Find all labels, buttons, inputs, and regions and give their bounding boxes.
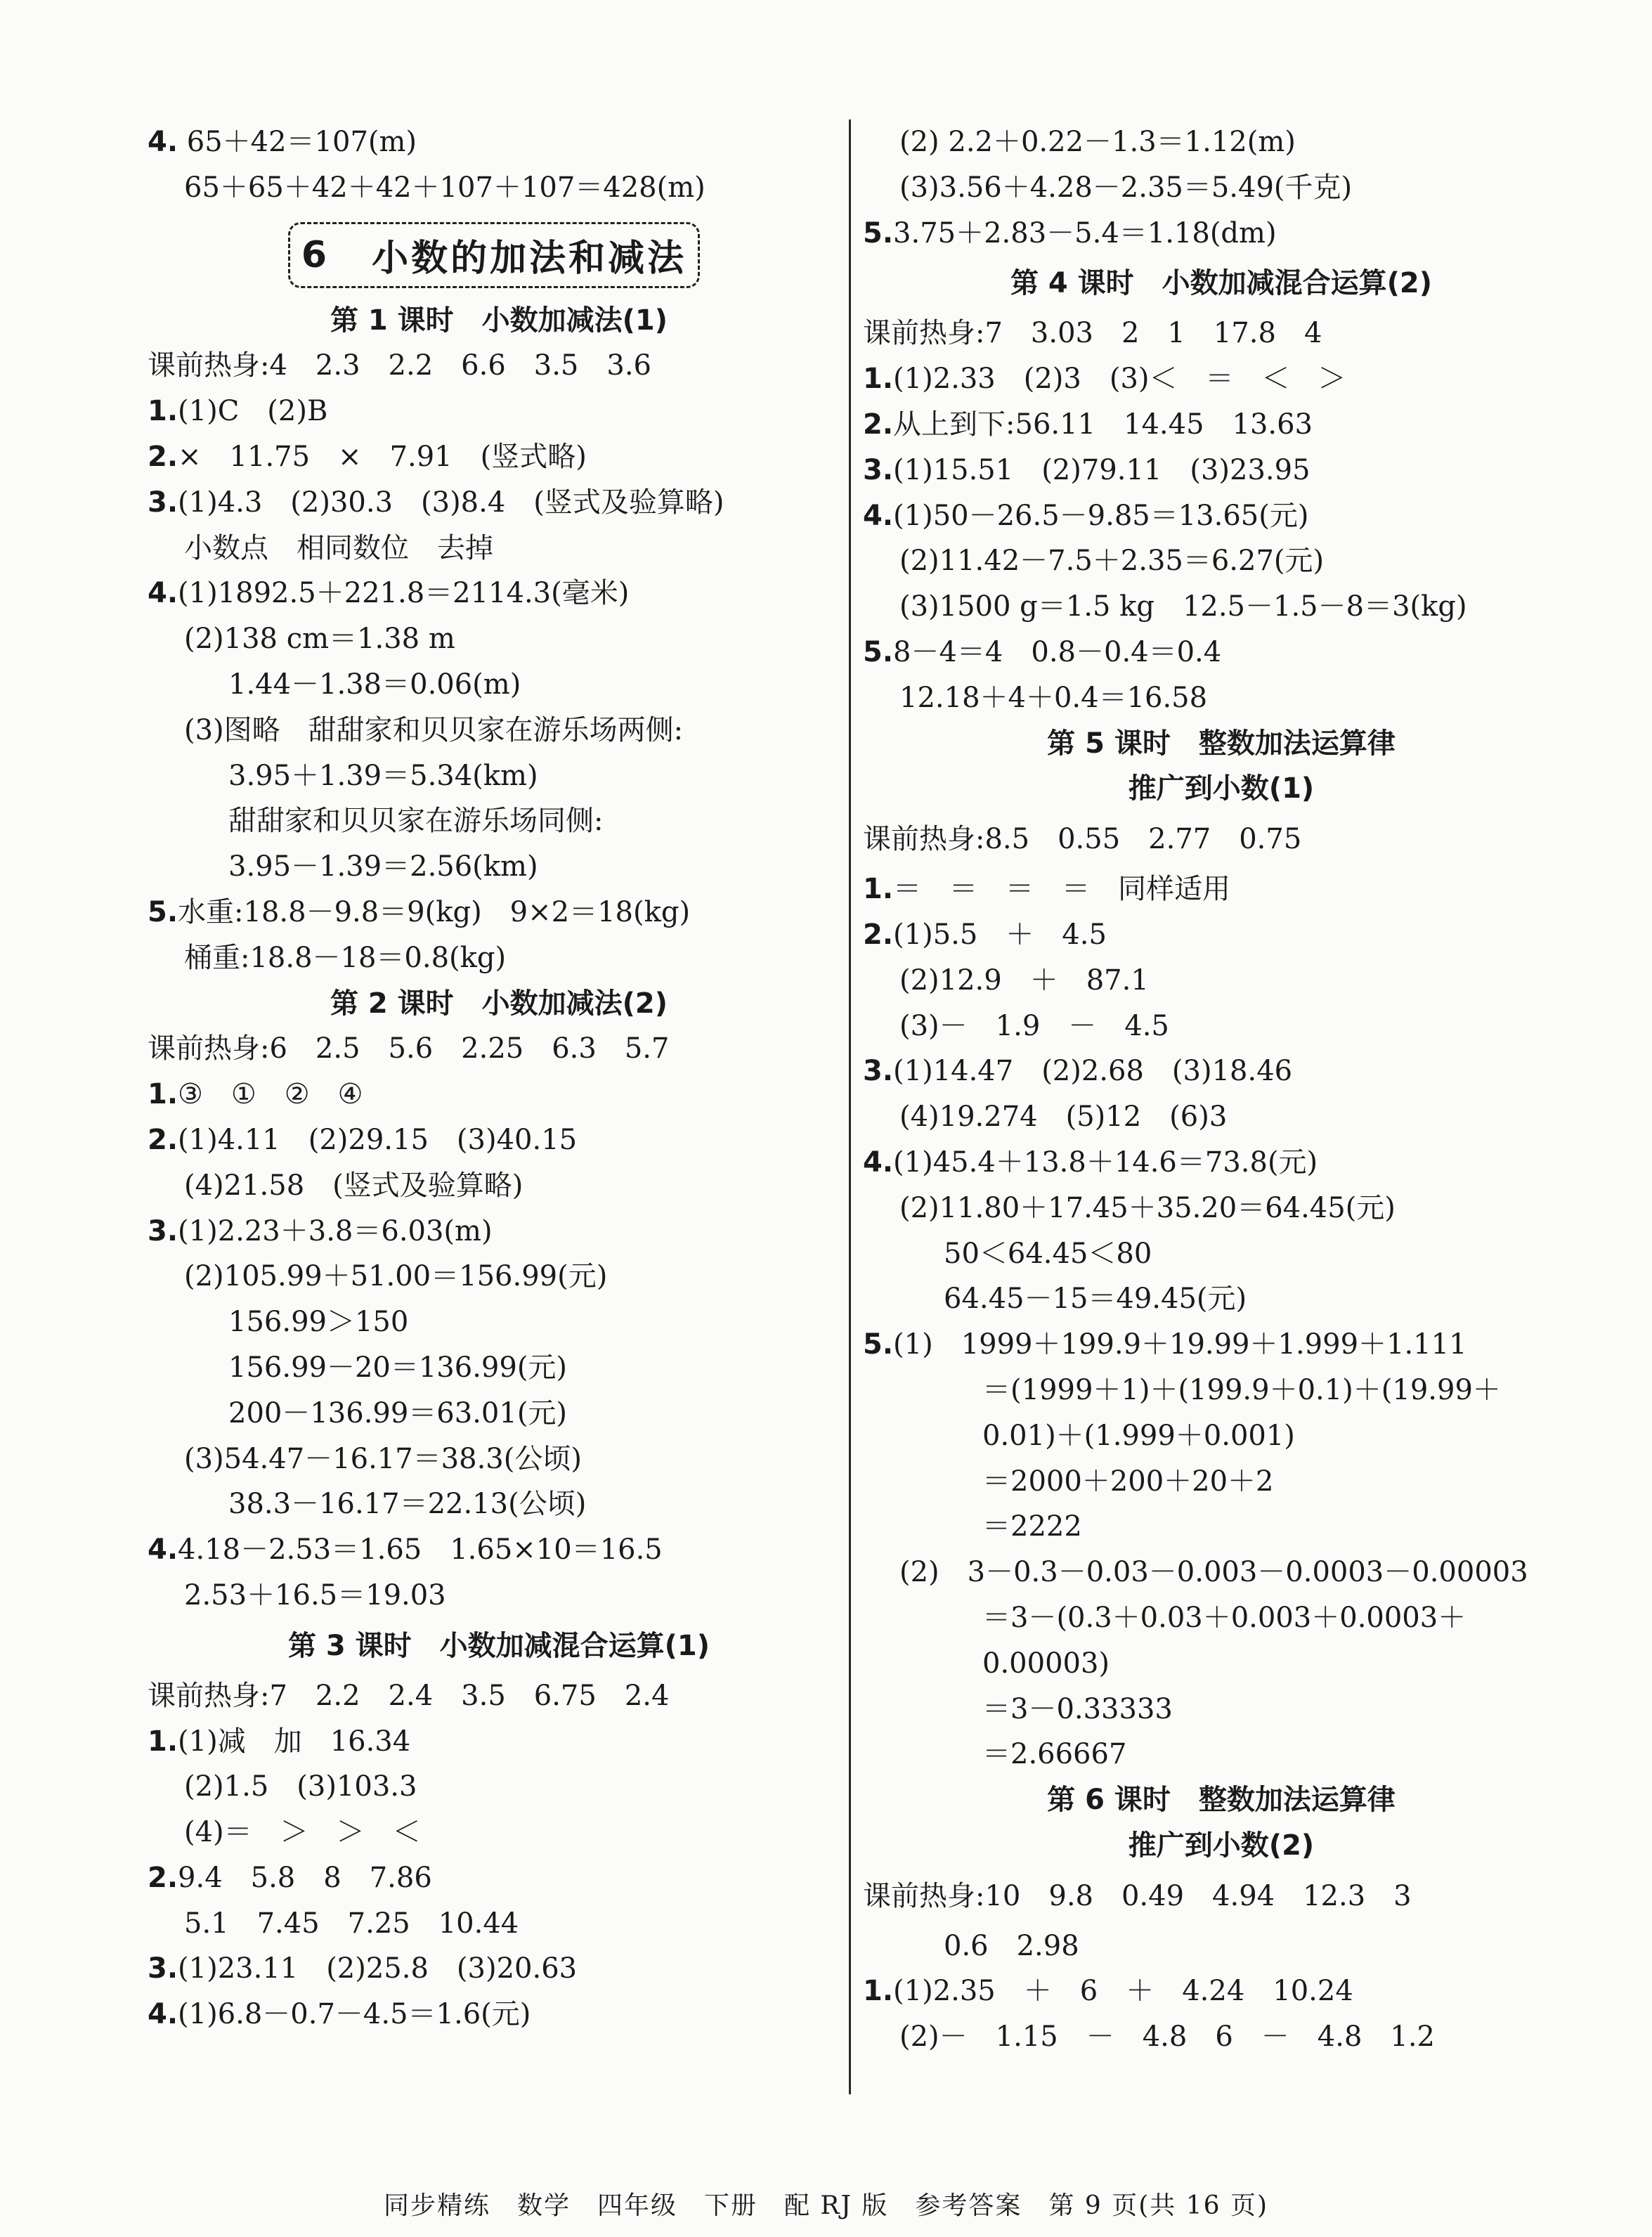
answer-line: 课前热身:7 2.2 2.4 3.5 6.75 2.4 xyxy=(148,1679,670,1712)
unit-title: 小数的加法和减法 xyxy=(372,238,687,280)
answer-line: ＝2222 xyxy=(982,1510,1082,1543)
answer-line: ＝3－0.33333 xyxy=(982,1692,1173,1725)
answer-line: (3)3.56＋4.28－2.35＝5.49(千克) xyxy=(899,171,1353,204)
answer-line: (2)11.80＋17.45＋35.20＝64.45(元) xyxy=(899,1191,1396,1224)
answer-line: 64.45－15＝49.45(元) xyxy=(944,1283,1247,1316)
answer-line: 课前热身:7 3.03 2 1 17.8 4 xyxy=(863,317,1322,350)
answer-line: 5.1 7.45 7.25 10.44 xyxy=(184,1907,519,1940)
lesson-2-heading: 第 2 课时 小数加减法(2) xyxy=(330,987,668,1020)
right-column xyxy=(863,119,1580,2060)
answer-line: 4.(1)1892.5＋221.8＝2114.3(毫米) xyxy=(148,577,630,610)
left-column xyxy=(148,119,850,2037)
answer-line: (2)1.5 (3)103.3 xyxy=(184,1770,417,1803)
answer-line: 1.③ ① ② ④ xyxy=(148,1078,363,1111)
answer-line: 2.从上到下:56.11 14.45 13.63 xyxy=(863,408,1313,441)
answer-line: 156.99－20＝136.99(元) xyxy=(228,1351,568,1384)
answer-line: (2)138 cm＝1.38 m xyxy=(184,623,455,656)
answer-line: ＝(1999＋1)＋(199.9＋0.1)＋(19.99＋ xyxy=(982,1373,1501,1406)
answer-line: 4. 65＋42＝107(m) xyxy=(148,126,417,158)
answer-line: 38.3－16.17＝22.13(公顷) xyxy=(228,1488,587,1521)
answer-line: 65＋65＋42＋42＋107＋107＝428(m) xyxy=(184,171,705,204)
answer-line: 甜甜家和贝贝家在游乐场同侧: xyxy=(228,805,604,838)
answer-line: 5.3.75＋2.83－5.4＝1.18(dm) xyxy=(863,216,1277,249)
answer-line: 1.44－1.38＝0.06(m) xyxy=(228,668,521,701)
answer-line: 课前热身:4 2.3 2.2 6.6 3.5 3.6 xyxy=(148,349,651,382)
answer-line: 156.99＞150 xyxy=(228,1306,409,1339)
answer-line: 1.(1)C (2)B xyxy=(148,395,328,428)
answer-line: 2.(1)5.5 ＋ 4.5 xyxy=(863,918,1107,951)
answer-line: 4.(1)45.4＋13.8＋14.6＝73.8(元) xyxy=(863,1146,1318,1179)
answer-line: 1.(1)2.35 ＋ 6 ＋ 4.24 10.24 xyxy=(863,1975,1353,2008)
lesson-6-subheading: 推广到小数(2) xyxy=(1128,1829,1315,1862)
answer-line: 3.(1)23.11 (2)25.8 (3)20.63 xyxy=(148,1952,578,1985)
lesson-1-heading: 第 1 课时 小数加减法(1) xyxy=(330,304,668,337)
lesson-3-heading: 第 3 课时 小数加减混合运算(1) xyxy=(287,1629,710,1662)
answer-line: ＝3－(0.3＋0.03＋0.003＋0.0003＋ xyxy=(982,1601,1466,1634)
answer-line: 课前热身:10 9.8 0.49 4.94 12.3 3 xyxy=(863,1879,1412,1912)
answer-line: 1.(1)2.33 (2)3 (3)＜ ＝ ＜ ＞ xyxy=(863,363,1346,396)
answer-line: 3.(1)14.47 (2)2.68 (3)18.46 xyxy=(863,1055,1293,1088)
answer-line: (2)105.99＋51.00＝156.99(元) xyxy=(184,1260,608,1293)
answer-line: 4.4.18－2.53＝1.65 1.65×10＝16.5 xyxy=(148,1534,663,1567)
answer-line: (3)54.47－16.17＝38.3(公顷) xyxy=(184,1442,582,1475)
answer-line: 12.18＋4＋0.4＝16.58 xyxy=(899,681,1208,714)
answer-line: 5.水重:18.8－9.8＝9(kg) 9×2＝18(kg) xyxy=(148,895,691,928)
lesson-6-heading: 第 6 课时 整数加法运算律 xyxy=(1047,1784,1396,1817)
answer-line: 4.(1)50－26.5－9.85＝13.65(元) xyxy=(863,499,1309,532)
answer-line: 5.8－4＝4 0.8－0.4＝0.4 xyxy=(863,635,1222,668)
unit-number: 6 xyxy=(301,233,330,276)
answer-line: 1.＝ ＝ ＝ ＝ 同样适用 xyxy=(863,873,1231,906)
answer-line: 5.(1) 1999＋199.9＋19.99＋1.999＋1.111 xyxy=(863,1328,1467,1361)
answer-line: 3.95－1.39＝2.56(km) xyxy=(228,850,538,883)
answer-line: (2)－ 1.15 － 4.8 6 － 4.8 1.2 xyxy=(899,2021,1436,2054)
answer-line: ＝2000＋200＋20＋2 xyxy=(982,1465,1274,1498)
answer-line: (3)1500 g＝1.5 kg 12.5－1.5－8＝3(kg) xyxy=(899,590,1467,623)
answer-line: 3.(1)15.51 (2)79.11 (3)23.95 xyxy=(863,453,1310,486)
answer-line: (2) 2.2＋0.22－1.3＝1.12(m) xyxy=(899,126,1296,158)
answer-line: (4)＝ ＞ ＞ ＜ xyxy=(184,1816,421,1849)
answer-line: 4.(1)6.8－0.7－4.5＝1.6(元) xyxy=(148,1998,531,2031)
answer-line: 2.53＋16.5＝19.03 xyxy=(184,1578,446,1612)
answer-line: 课前热身:6 2.5 5.6 2.25 6.3 5.7 xyxy=(148,1032,670,1065)
answer-line: 0.00003) xyxy=(982,1647,1110,1680)
answer-line: (2)12.9 ＋ 87.1 xyxy=(899,964,1149,997)
lesson-4-heading: 第 4 课时 小数加减混合运算(2) xyxy=(1010,267,1433,300)
answer-line: 200－136.99＝63.01(元) xyxy=(228,1396,568,1429)
lesson-5-subheading: 推广到小数(1) xyxy=(1128,772,1315,805)
answer-line: 50＜64.45＜80 xyxy=(944,1237,1152,1270)
answer-line: 2.× 11.75 × 7.91 (竖式略) xyxy=(148,440,587,473)
answer-line: 0.6 2.98 xyxy=(944,1929,1079,1962)
answer-line: (2) 3－0.3－0.03－0.003－0.0003－0.00003 xyxy=(899,1556,1528,1589)
answer-line: 小数点 相同数位 去掉 xyxy=(184,531,493,564)
answer-line: (2)11.42－7.5＋2.35＝6.27(元) xyxy=(899,545,1325,578)
answer-line: 课前热身:8.5 0.55 2.77 0.75 xyxy=(863,823,1302,856)
answer-line: 桶重:18.8－18＝0.8(kg) xyxy=(184,941,507,974)
answer-line: 2.9.4 5.8 8 7.86 xyxy=(148,1861,432,1894)
answer-line: 3.95＋1.39＝5.34(km) xyxy=(228,759,538,792)
lesson-5-heading: 第 5 课时 整数加法运算律 xyxy=(1047,727,1396,760)
unit-title-box xyxy=(288,222,700,288)
answer-line: 2.(1)4.11 (2)29.15 (3)40.15 xyxy=(148,1123,578,1156)
answer-line: 0.01)＋(1.999＋0.001) xyxy=(982,1419,1295,1452)
answer-line: (3)图略 甜甜家和贝贝家在游乐场两侧: xyxy=(184,713,684,746)
answer-line: 3.(1)2.23＋3.8＝6.03(m) xyxy=(148,1214,493,1247)
page-footer: 同步精练 数学 四年级 下册 配 RJ 版 参考答案 第 9 页(共 16 页) xyxy=(383,2191,1268,2220)
answer-line: 3.(1)4.3 (2)30.3 (3)8.4 (竖式及验算略) xyxy=(148,486,724,519)
answer-line: (4)19.274 (5)12 (6)3 xyxy=(899,1101,1228,1134)
answer-line: 1.(1)减 加 16.34 xyxy=(148,1725,411,1758)
answer-line: (4)21.58 (竖式及验算略) xyxy=(184,1169,523,1202)
answer-line: ＝2.66667 xyxy=(982,1738,1127,1771)
answer-line: (3)－ 1.9 － 4.5 xyxy=(899,1009,1169,1042)
